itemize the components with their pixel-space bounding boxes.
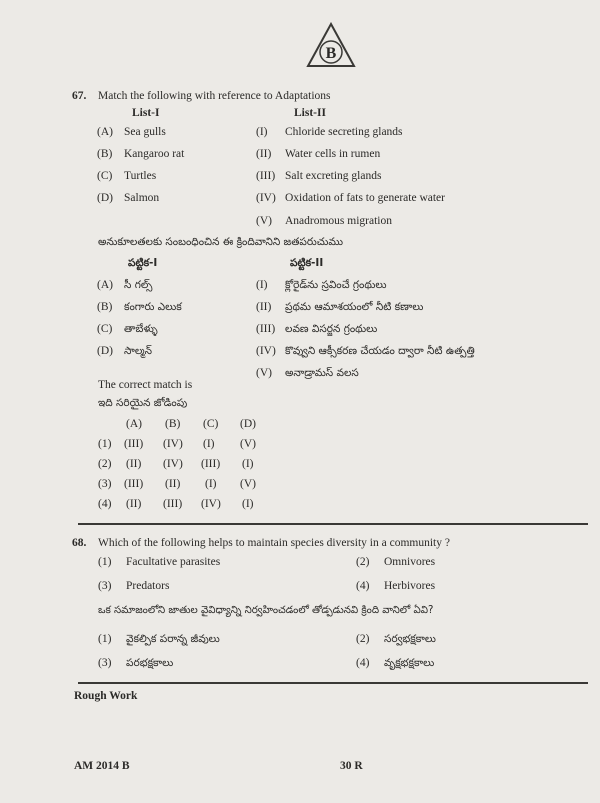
option-value: (III): [163, 498, 183, 510]
q67-te-correct-match-label: ఇది సరియైన జోడింపు: [98, 397, 188, 409]
q67-list2-header: List-II: [294, 107, 326, 119]
footer-booklet-code: AM 2014 B: [74, 760, 130, 772]
q67-te-stem: అనుకూలతలకు సంబంధించిన ఈ క్రిందివానిని జతపరుచుము: [98, 236, 344, 248]
list1-key: (B): [97, 148, 113, 160]
question-divider: [78, 523, 588, 525]
q68-te-option-text[interactable]: వృక్షభక్షకాలు: [384, 657, 435, 669]
option-value: (V): [240, 478, 256, 490]
te-list2-key: (V): [256, 367, 272, 379]
option-value: (II): [126, 458, 142, 470]
q67-list1-header: List-I: [132, 107, 160, 119]
q68-option-text[interactable]: Herbivores: [384, 580, 436, 592]
option-value: (I): [242, 498, 254, 510]
option-value: (II): [165, 478, 181, 490]
list2-key: (II): [256, 148, 272, 160]
q68-stem: Which of the following helps to maintain species diversity in a community ?: [98, 537, 450, 549]
te-list1-text: కంగారు ఎలుక: [124, 301, 182, 313]
list2-text: Chloride secreting glands: [285, 126, 403, 138]
option-value: (I): [205, 478, 217, 490]
te-list2-text: లవణ విసర్జన గ్రంథులు: [285, 323, 378, 335]
list2-key: (V): [256, 215, 272, 227]
grid-header-cell: (A): [126, 418, 142, 430]
q68-option-number[interactable]: (3): [98, 580, 112, 592]
list2-text: Oxidation of fats to generate water: [285, 192, 445, 204]
q68-te-option-text[interactable]: పరభక్షకాలు: [126, 657, 174, 669]
booklet-series-badge: [306, 22, 356, 68]
te-list2-text: కొవ్వుని ఆక్సీకరణ చేయడం ద్వారా నీటి ఉత్పత్తి: [285, 345, 475, 357]
q68-te-option-number[interactable]: (2): [356, 633, 370, 645]
q68-option-text[interactable]: Facultative parasites: [126, 556, 221, 568]
q68-te-stem: ఒక సమాజంలోని జాతుల వైవిధ్యాన్ని నిర్వహించడంలో తోడ్పడునవి క్రింది వానిలో ఏవి?: [98, 605, 434, 616]
te-list2-text: అనాడ్రామస్ వలస: [285, 367, 359, 379]
te-list1-text: సీ గల్స్: [124, 279, 153, 291]
option-number[interactable]: (1): [98, 438, 112, 450]
list2-text: Salt excreting glands: [285, 170, 382, 182]
te-list1-key: (C): [97, 323, 113, 335]
q67-te-list2-header: పట్టిక-II: [290, 257, 324, 269]
list1-key: (C): [97, 170, 113, 182]
option-value: (IV): [163, 438, 183, 450]
te-list2-text: ప్రథమ ఆమాశయంలో నీటి కణాలు: [285, 301, 424, 313]
option-value: (III): [201, 458, 221, 470]
q67-te-list1-header: పట్టిక-I: [128, 257, 158, 269]
option-number[interactable]: (2): [98, 458, 112, 470]
q68-te-option-number[interactable]: (1): [98, 633, 112, 645]
te-list2-text: క్లోరైడ్‌ను స్రవించే గ్రంథులు: [285, 279, 387, 291]
list2-text: Anadromous migration: [285, 215, 392, 227]
q68-option-text[interactable]: Predators: [126, 580, 170, 592]
te-list1-key: (A): [97, 279, 113, 291]
option-value: (III): [124, 438, 144, 450]
q68-te-option-text[interactable]: వైకల్పిక పరాన్న జీవులు: [126, 633, 220, 645]
te-list1-key: (D): [97, 345, 113, 357]
grid-header-cell: (D): [240, 418, 256, 430]
q68-option-number[interactable]: (2): [356, 556, 370, 568]
te-list2-key: (II): [256, 301, 272, 313]
list2-key: (IV): [256, 192, 276, 204]
q68-option-number[interactable]: (4): [356, 580, 370, 592]
badge-letter: B: [325, 45, 337, 62]
q68-te-option-number[interactable]: (4): [356, 657, 370, 669]
option-value: (IV): [201, 498, 221, 510]
te-list2-key: (I): [256, 279, 268, 291]
list1-text: Salmon: [124, 192, 160, 204]
option-value: (V): [240, 438, 256, 450]
option-value: (II): [126, 498, 142, 510]
q67-correct-match-label: The correct match is: [98, 379, 193, 391]
option-value: (I): [242, 458, 254, 470]
list1-key: (D): [97, 192, 113, 204]
te-list2-key: (IV): [256, 345, 276, 357]
option-value: (IV): [163, 458, 183, 470]
q68-te-option-text[interactable]: సర్వభక్షకాలు: [384, 633, 436, 645]
te-list1-key: (B): [97, 301, 113, 313]
q68-option-text[interactable]: Omnivores: [384, 556, 436, 568]
list2-key: (I): [256, 126, 268, 138]
option-number[interactable]: (4): [98, 498, 112, 510]
te-list1-text: సాల్మన్: [124, 345, 152, 357]
list1-key: (A): [97, 126, 113, 138]
list1-text: Kangaroo rat: [124, 148, 185, 160]
option-value: (I): [203, 438, 215, 450]
q68-number: 68.: [72, 537, 87, 549]
option-value: (III): [124, 478, 144, 490]
te-list2-key: (III): [256, 323, 276, 335]
grid-header-cell: (B): [165, 418, 181, 430]
footer-page-number: 30 R: [340, 760, 363, 772]
te-list1-text: తాబేళ్ళు: [124, 323, 158, 335]
grid-header-cell: (C): [203, 418, 219, 430]
option-number[interactable]: (3): [98, 478, 112, 490]
q68-te-option-number[interactable]: (3): [98, 657, 112, 669]
list2-key: (III): [256, 170, 276, 182]
list2-text: Water cells in rumen: [285, 148, 381, 160]
q67-number: 67.: [72, 90, 87, 102]
q67-stem: Match the following with reference to Adaptations: [98, 90, 331, 102]
rough-work-divider: [78, 682, 588, 684]
list1-text: Sea gulls: [124, 126, 166, 138]
list1-text: Turtles: [124, 170, 157, 182]
q68-option-number[interactable]: (1): [98, 556, 112, 568]
rough-work-label: Rough Work: [74, 690, 138, 702]
